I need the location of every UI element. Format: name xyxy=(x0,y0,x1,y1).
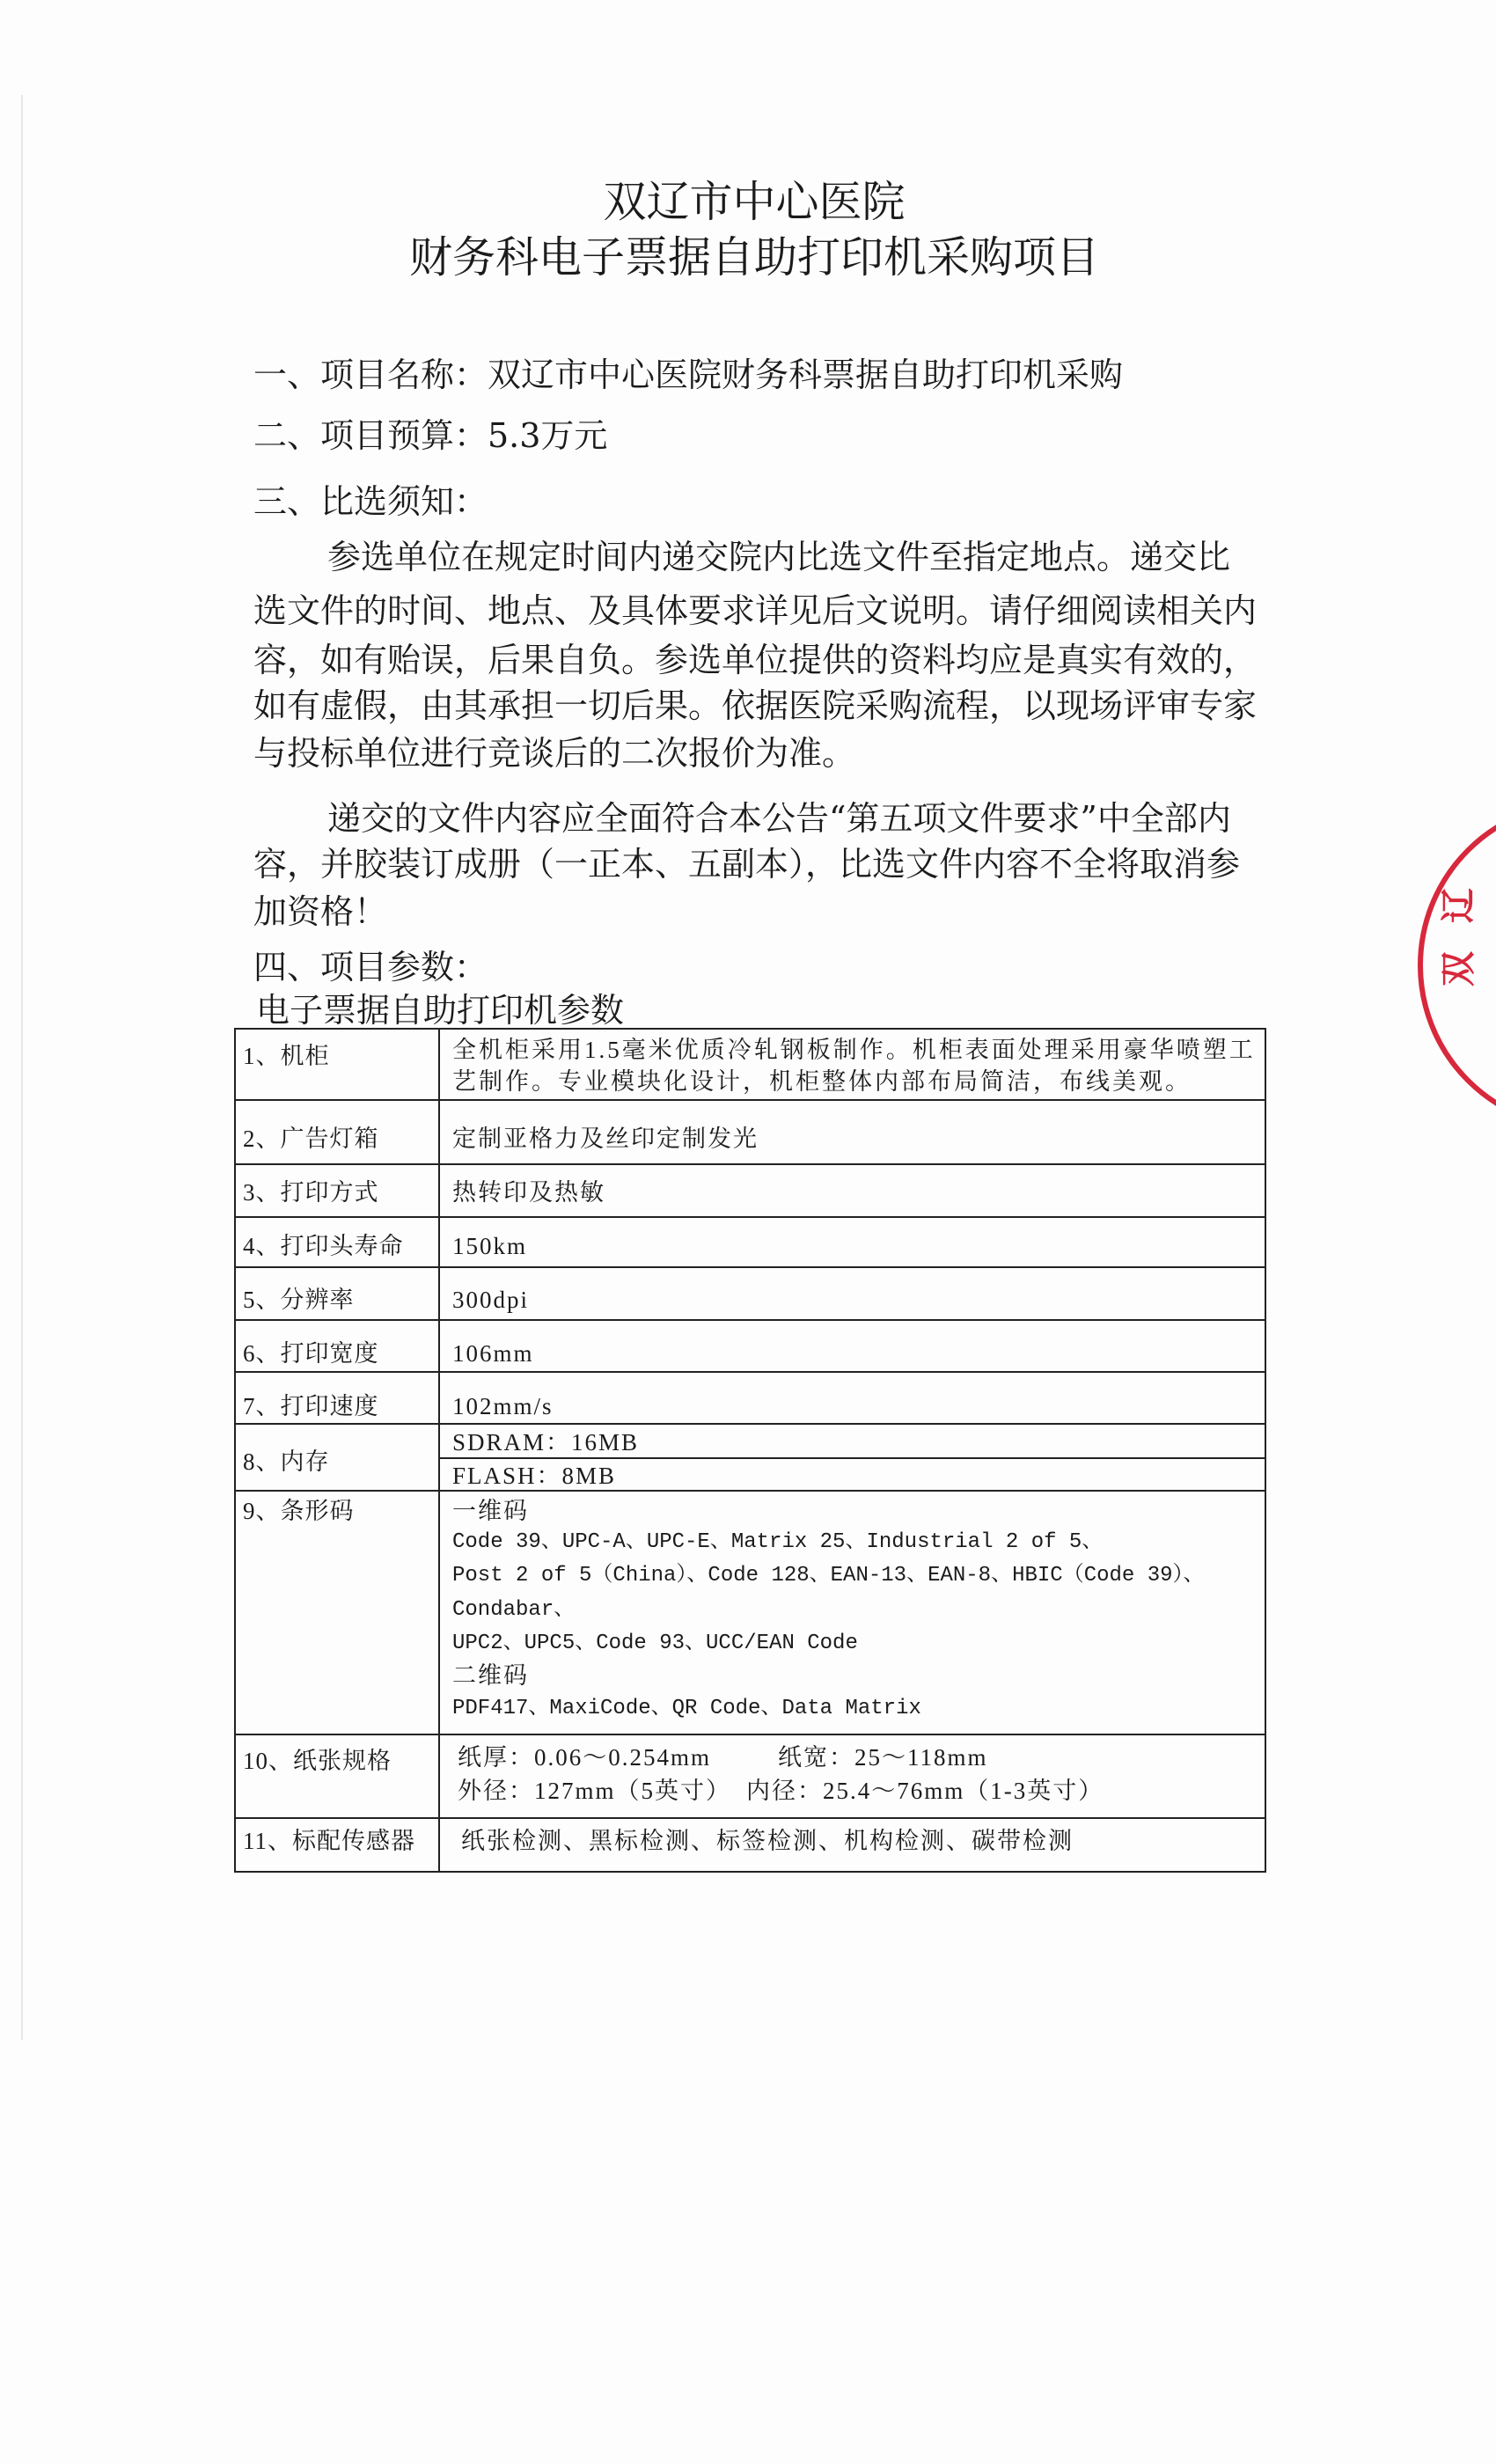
param-value-line: Condabar、 xyxy=(452,1598,576,1622)
table-row xyxy=(236,1218,1265,1268)
paragraph-line: 如有虚假，由其承担一切后果。依据医院采购流程，以现场评审专家 xyxy=(253,686,1258,725)
value-cell xyxy=(440,1030,1265,1099)
paragraph-line: 容，如有贻误，后果自负。参选单位提供的资料均应是真实有效的， xyxy=(253,641,1258,679)
table-row xyxy=(236,1492,1265,1735)
paragraph-line: 加资格！ xyxy=(253,892,388,931)
param-label: 6、打印宽度 xyxy=(243,1340,379,1367)
value-cell xyxy=(440,1268,1265,1319)
params-heading: 四、项目参数： xyxy=(253,948,488,986)
value-cell xyxy=(440,1425,1265,1490)
param-value-line: Code 39、UPC-A、UPC-E、Matrix 25、Industrial 2 of 5、 xyxy=(452,1530,1104,1554)
value-cell xyxy=(440,1735,1265,1817)
param-value-line: SDRAM：16MB xyxy=(452,1429,640,1456)
budget-line: 二、项目预算：5.3万元 xyxy=(253,416,608,455)
value-cell xyxy=(440,1492,1265,1734)
param-value-line: 300dpi xyxy=(452,1287,530,1313)
param-value-line: 150km xyxy=(452,1233,528,1259)
table-row xyxy=(236,1165,1265,1218)
label-cell xyxy=(236,1492,440,1734)
paragraph-line: 参选单位在规定时间内递交院内比选文件至指定地点。递交比 xyxy=(327,538,1231,576)
paragraph-line: 递交的文件内容应全面符合本公告“第五项文件要求”中全部内 xyxy=(327,799,1231,838)
value-cell xyxy=(440,1373,1265,1423)
value-cell xyxy=(440,1165,1265,1216)
value-cell xyxy=(440,1321,1265,1371)
red-seal-stamp xyxy=(1408,792,1496,1144)
paragraph-line: 与投标单位进行竞谈后的二次报价为准。 xyxy=(253,734,856,773)
table-row xyxy=(236,1268,1265,1321)
param-value-line: FLASH：8MB xyxy=(452,1463,617,1489)
scan-edge-line xyxy=(21,95,23,2040)
document-title-line1: 双辽市中心医院 xyxy=(603,177,906,227)
table-row xyxy=(236,1735,1265,1819)
label-cell xyxy=(236,1321,440,1371)
seal-char: 辽 xyxy=(1437,888,1479,923)
param-value-line: 106mm xyxy=(452,1340,534,1367)
value-cell xyxy=(440,1218,1265,1266)
label-cell xyxy=(236,1101,440,1163)
label-cell xyxy=(236,1373,440,1423)
param-value-line: UPC2、UPC5、Code 93、UCC/EAN Code xyxy=(452,1632,858,1655)
param-value-line: 纸宽：25～118mm xyxy=(778,1744,988,1771)
param-label: 7、打印速度 xyxy=(243,1393,379,1419)
param-value-line: 定制亚格力及丝印定制发光 xyxy=(452,1126,759,1152)
param-value-line: 艺制作。专业模块化设计，机柜整体内部布局简洁，布线美观。 xyxy=(452,1068,1192,1095)
project-name-line: 一、项目名称：双辽市中心医院财务科票据自助打印机采购 xyxy=(253,356,1124,394)
document-title-line2: 财务科电子票据自助打印机采购项目 xyxy=(408,232,1099,282)
param-label: 10、纸张规格 xyxy=(243,1748,392,1774)
param-value-line: 一维码 xyxy=(452,1498,529,1524)
param-value-line: 102mm/s xyxy=(452,1393,554,1419)
table-row xyxy=(236,1321,1265,1373)
label-cell xyxy=(236,1425,440,1490)
label-cell xyxy=(236,1735,440,1817)
table-row xyxy=(236,1819,1265,1871)
sub-row-divider xyxy=(440,1457,1265,1459)
param-value-line: 热转印及热敏 xyxy=(452,1179,605,1206)
param-label: 5、分辨率 xyxy=(243,1287,355,1313)
param-label: 2、广告灯箱 xyxy=(243,1126,379,1152)
label-cell xyxy=(236,1165,440,1216)
param-value-line: 纸张检测、黑标检测、标签检测、机构检测、碳带检测 xyxy=(461,1828,1074,1854)
table-caption: 电子票据自助打印机参数 xyxy=(256,991,625,1030)
param-value-line: 纸厚：0.06～0.254mm xyxy=(458,1744,712,1771)
param-value-line: 外径：127mm（5英寸） xyxy=(458,1778,732,1804)
table-row xyxy=(236,1030,1265,1101)
value-cell xyxy=(440,1819,1265,1871)
param-label: 1、机柜 xyxy=(243,1043,330,1069)
value-cell xyxy=(440,1101,1265,1163)
table-row xyxy=(236,1101,1265,1165)
param-value-line: Post 2 of 5（China）、Code 128、EAN-13、EAN-8、HBIC（Code 39）、 xyxy=(452,1564,1205,1588)
param-value-line: 二维码 xyxy=(452,1662,529,1689)
table-row xyxy=(236,1425,1265,1492)
param-value-line: 全机柜采用1.5毫米优质冷轧钢板制作。机柜表面处理采用豪华喷塑工 xyxy=(452,1037,1256,1063)
param-value-line: PDF417、MaxiCode、QR Code、Data Matrix xyxy=(452,1697,921,1720)
paragraph-line: 容，并胶装订成册（一正本、五副本），比选文件内容不全将取消参 xyxy=(253,845,1241,884)
param-label: 11、标配传感器 xyxy=(243,1828,415,1854)
param-value-line: 内径：25.4～76mm（1-3英寸） xyxy=(746,1778,1104,1804)
param-label: 3、打印方式 xyxy=(243,1179,379,1206)
table-row xyxy=(236,1373,1265,1425)
param-label: 4、打印头寿命 xyxy=(243,1233,404,1259)
seal-char: 双 xyxy=(1437,951,1479,986)
parameter-table xyxy=(234,1028,1266,1873)
label-cell xyxy=(236,1819,440,1871)
label-cell xyxy=(236,1030,440,1099)
paragraph-line: 选文件的时间、地点、及具体要求详见后文说明。请仔细阅读相关内 xyxy=(253,591,1258,630)
param-label: 9、条形码 xyxy=(243,1498,355,1524)
param-label: 8、内存 xyxy=(243,1448,330,1475)
notice-heading: 三、比选须知： xyxy=(253,482,488,521)
label-cell xyxy=(236,1268,440,1319)
label-cell xyxy=(236,1218,440,1266)
